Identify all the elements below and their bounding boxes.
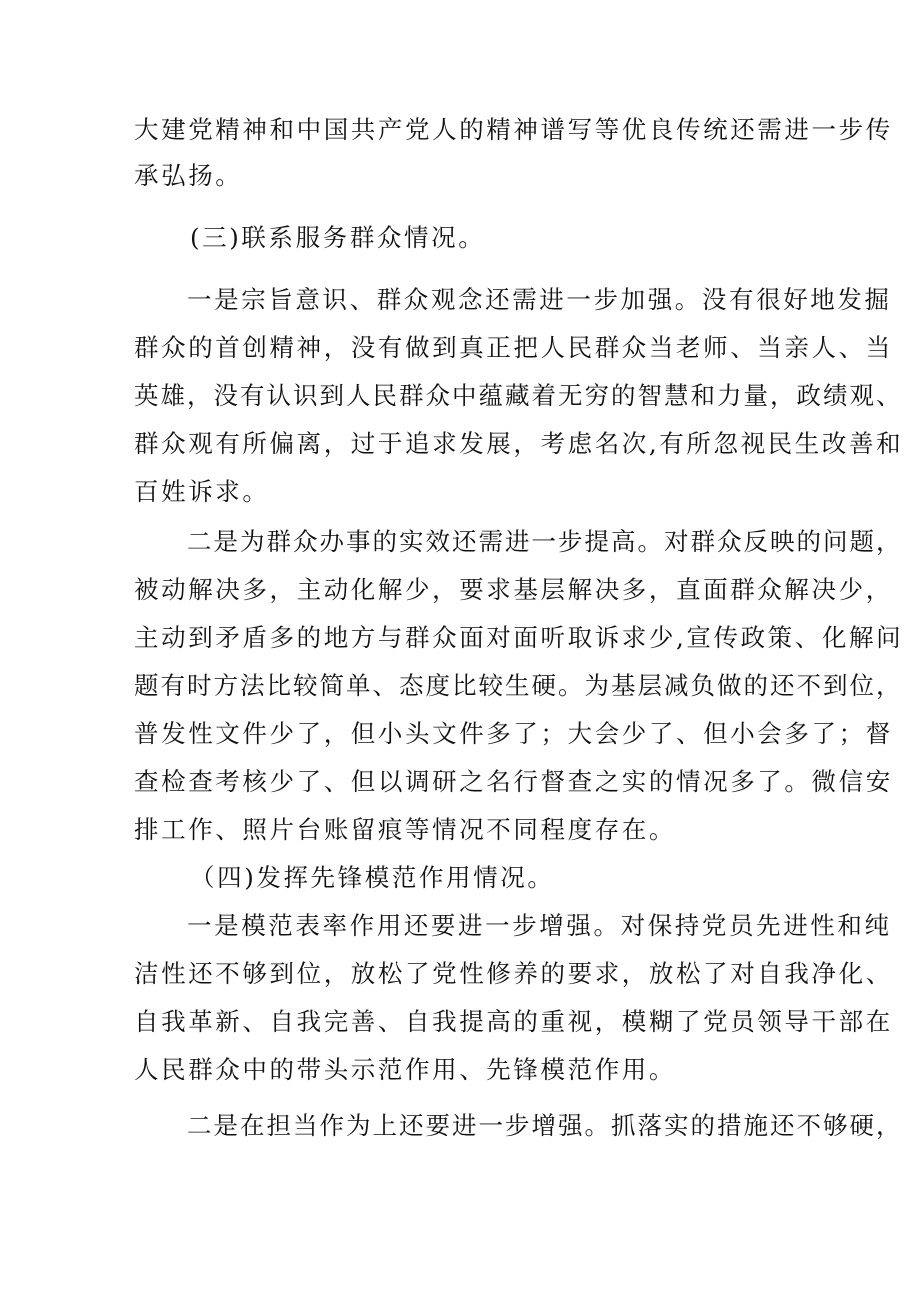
- text-line: 百姓诉求。: [134, 477, 270, 506]
- text-line: 普发性文件少了，但小头文件多了；大会少了、但小会多了；督: [134, 719, 893, 748]
- text-line: 自我革新、自我完善、自我提高的重视，模糊了党员领导干部在: [134, 1007, 893, 1036]
- text-line: 群众观有所偏离，过于追求发展，考虑名次,有所忽视民生改善和: [134, 429, 904, 458]
- text-line: 查检查考核少了、但以调研之名行督查之实的情况多了。微信安: [134, 767, 893, 796]
- text-line: 排工作、照片台账留痕等情况不同程度存在。: [134, 815, 676, 844]
- text-line: 人民群众中的带头示范作用、先锋模范作用。: [134, 1055, 676, 1084]
- text-line: 洁性还不够到位，放松了党性修养的要求，放松了对自我净化、: [134, 959, 893, 988]
- text-line: 大建党精神和中国共产党人的精神谱写等优良传统还需进一步传: [134, 115, 893, 144]
- text-line: 题有时方法比较简单、态度比较生硬。为基层减负做的还不到位，: [134, 671, 903, 700]
- text-line: 群众的首创精神，没有做到真正把人民群众当老师、当亲人、当: [134, 333, 893, 362]
- text-line: 一是宗旨意识、群众观念还需进一步加强。没有很好地发掘: [187, 285, 892, 314]
- text-line: 英雄，没有认识到人民群众中蕴藏着无穷的智慧和力量，政绩观、: [134, 381, 903, 410]
- section-heading: (三)联系服务群众情况。: [190, 223, 486, 252]
- text-line: 承弘扬。: [134, 161, 243, 190]
- text-line: 被动解决多，主动化解少，要求基层解决多，直面群众解决少，: [134, 575, 893, 604]
- text-line: 主动到矛盾多的地方与群众面对面听取诉求少,宣传政策、化解问: [134, 623, 904, 652]
- text-line: 二是为群众办事的实效还需进一步提高。对群众反映的问题，: [187, 527, 903, 556]
- text-line: 一是模范表率作用还要进一步增强。对保持党员先进性和纯: [187, 911, 892, 940]
- text-line: 二是在担当作为上还要进一步增强。抓落实的措施还不够硬，: [187, 1111, 903, 1140]
- section-heading: （四)发挥先锋模范作用情况。: [190, 863, 555, 892]
